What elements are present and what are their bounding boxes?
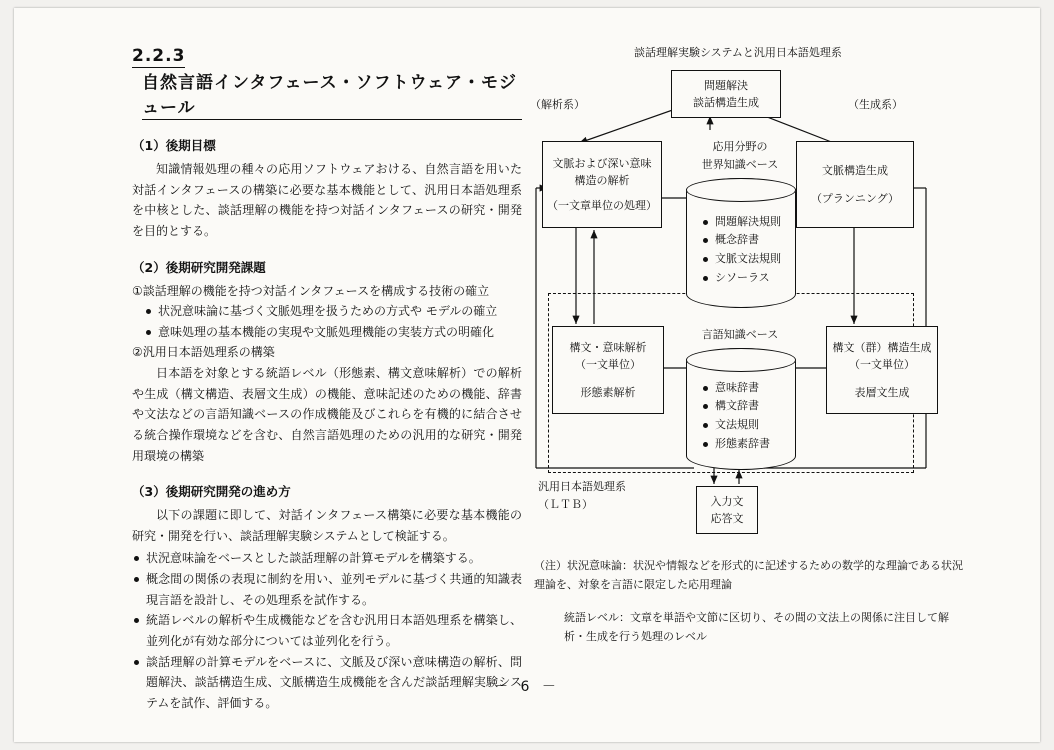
box-problem-solving [671, 70, 781, 118]
world-knowledge-title [684, 138, 796, 173]
box-io-line1: 入力文 [710, 494, 744, 508]
heading-goal: （1）後期目標 [132, 138, 216, 153]
wk-item-2: 文脈文法規則 [703, 250, 781, 269]
wk-item-0: 問題解決規則 [703, 213, 781, 232]
box-context-generation [796, 141, 914, 228]
note-2-text: ：文章を単語や文節に区切り、その間の文法上の関係に注目して解析・生成を行う処理のレベル [564, 611, 949, 644]
approach-bullet-3: 統語レベルの解析や生成機能などを含む汎用日本語処理系を構築し、並列化が有効な部分については並列化を行う。 [132, 610, 522, 651]
wk-item-1: 概念辞書 [703, 231, 781, 250]
box-context-line2: 構造の解析 [574, 173, 630, 187]
box-ctxgen-line1: 文脈構造生成 [822, 164, 888, 178]
note-1-term: 状況意味論 [567, 559, 622, 572]
box-sa-line1: 構文・意味解析 [569, 341, 647, 355]
box-sa-line2: （一文単位） [575, 358, 641, 372]
text-column [132, 46, 522, 713]
world-knowledge-title-line1: 応用分野の [712, 140, 768, 153]
note-2 [564, 608, 964, 647]
box-sa-line3: 形態素解析 [580, 385, 636, 399]
task-item-2: ②汎用日本語処理系の構築 [132, 345, 275, 360]
world-knowledge-title-line2: 世界知識ベース [701, 157, 779, 171]
heading-tasks: （2）後期研究開発課題 [132, 259, 266, 275]
lk-item-0: 意味辞書 [703, 379, 770, 398]
note-1 [534, 556, 964, 595]
box-context-deep-semantic [542, 141, 662, 228]
task-bullet-2: 意味処理の基本機能の実現や文脈処理機能の実装方式の明確化 [132, 322, 522, 343]
box-sg-line1: 構文（群）構造生成 [832, 341, 932, 355]
note-2-term: 統語レベル [564, 611, 619, 624]
box-problem-solving-line1: 問題解決 [704, 78, 748, 92]
note-1-marker: （注） [534, 559, 567, 572]
document-page [14, 8, 1040, 742]
box-io-line2: 応答文 [710, 512, 744, 525]
paragraph-goal: 知識情報処理の種々の応用ソフトウェアおける、自然言語を用いた対話インタフェースの構築に必要な基本機能として、汎用日本語処理系を中核とした、談話理解の機能を持つ対話インタフェースの研究・開発を目的とする。 [132, 162, 522, 238]
label-analysis-system: （解析系） [530, 98, 585, 111]
lk-item-2: 文法規則 [703, 416, 770, 435]
heading-approach: （3）後期研究開発の進め方 [132, 484, 291, 500]
box-sg-line2: （一文単位） [849, 358, 915, 372]
diagram-title: 談話理解実験システムと汎用日本語処理系 [634, 46, 842, 59]
db-world-knowledge [686, 178, 796, 308]
box-context-line3: （一文章単位の処理） [547, 199, 657, 213]
language-knowledge-title: 言語知識ベース [701, 328, 779, 341]
approach-bullet-4: 談話理解の計算モデルをベースに、文脈及び深い意味構造の解析、問題解決、談話構造生成、文脈構造生成機能を含んだ談話理解実験システムを試作、評価する。 [132, 652, 522, 714]
box-io [696, 486, 758, 534]
label-ltb-line1: 汎用日本語処理系 [538, 480, 626, 493]
box-syntax-semantic-analysis [552, 326, 664, 414]
approach-bullet-1: 状況意味論をベースとした談話理解の計算モデルを構築する。 [132, 548, 522, 569]
approach-bullet-2: 概念間の関係の表現に制約を用い、並列モデルに基づく共通的知識表現言語を設計し、その処理系を試作する。 [132, 569, 522, 610]
page-number: － 6 － [494, 679, 560, 695]
label-generation-system: （生成系） [848, 98, 903, 111]
section-number: 2.2.3 [132, 46, 186, 66]
box-context-line1: 文脈および深い意味 [552, 156, 652, 170]
lk-item-3: 形態素辞書 [703, 435, 770, 454]
approach-intro: 以下の課題に即して、対話インタフェース構築に必要な基本機能の研究・開発を行い、談話理解実験システムとして検証する。 [132, 508, 522, 543]
label-ltb-line2: （ＬＴＢ） [538, 498, 593, 511]
box-problem-solving-line2: 談話構造生成 [693, 96, 759, 109]
task-item-1: ①談話理解の機能を持つ対話インタフェースを構成する技術の確立 [132, 283, 490, 298]
box-ctxgen-line2: （プランニング） [810, 191, 900, 205]
task-item-2-detail: 日本語を対象とする統語レベル（形態素、構文意味解析）での解析や生成（構文構造、表層文生成）の機能、意味記述のための機能、辞書や文法などの言語知識ベースの作成機能及びこれらを有機的に結合させる統合操作環境などを含む、自然言語処理のための汎用的な研究・開発用環境の構築 [132, 366, 522, 463]
task-bullet-1: 状況意味論に基づく文脈処理を扱うための方式や モデルの確立 [132, 301, 522, 322]
wk-item-3: シソーラス [703, 269, 781, 288]
lk-item-1: 構文辞書 [703, 397, 770, 416]
box-syntax-generation [826, 326, 938, 414]
section-title: 自然言語インタフェース・ソフトウェア・モジュール [142, 68, 522, 120]
box-sg-line3: 表層文生成 [854, 385, 910, 399]
diagram [530, 38, 1034, 658]
db-language-knowledge [686, 348, 796, 470]
note-1-text: ：状況や情報などを形式的に記述するための数学的な理論である状況理論を、対象を言語に限定した応用理論 [534, 559, 963, 592]
